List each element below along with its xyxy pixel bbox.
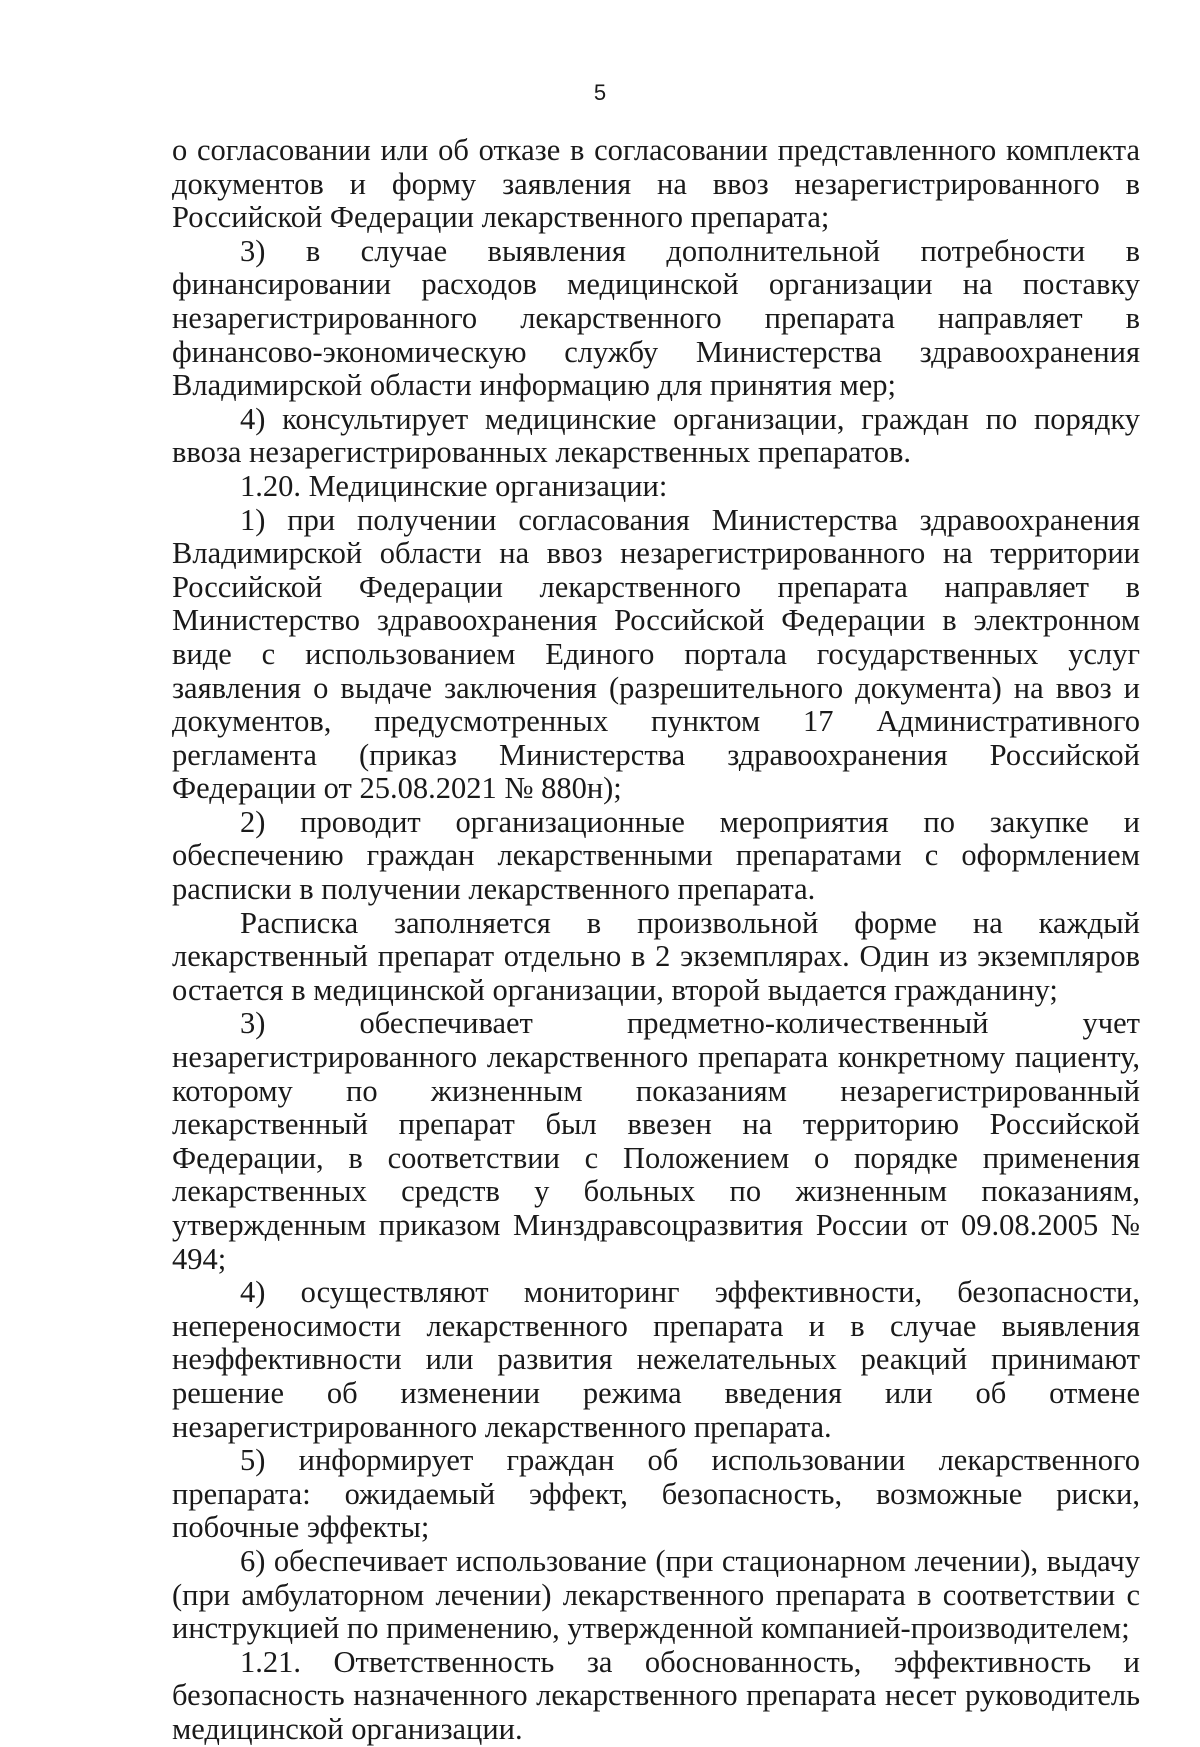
paragraph-item-3-financing: 3) в случае выявления дополнительной потребности в финансировании расходов медицинской организации на поставку незарегистрированного лекарственного препарата направляет в финансово-экономическую службу Министерства здравоохранения Владимирской области информацию для принятия мер; — [172, 233, 1140, 403]
paragraph-item-4-monitoring: 4) осуществляют мониторинг эффективности, безопасности, непереносимости лекарственного препарата и в случае выявления неэффективности или развития нежелательных реакций принимают решение об изменении режима введения или об отмене незарегистрированного лекарственного препарата. — [172, 1275, 1140, 1444]
paragraph-continued-approval: о согласовании или об отказе в согласовании представленного комплекта документов и форму заявления на ввоз незарегистрированного в Российской Федерации лекарственного препарата; — [172, 133, 1140, 235]
paragraph-item-3-accounting: 3) обеспечивает предметно-количественный учет незарегистрированного лекарственного препарата конкретному пациенту, которому по жизненным показаниям незарегистрированный лекарственный препарат был ввезен на территорию Российской Федерации, в соответствии с Положением о порядке применения лекарственных средств у больных по жизненным показаниям, утвержденным приказом Минздравсоцразвития России от 09.08.2005 № 494; — [172, 1006, 1140, 1276]
page-number: 5 — [593, 80, 607, 105]
paragraph-item-2-procurement: 2) проводит организационные мероприятия по закупке и обеспечению граждан лекарственными препаратами с оформлением расписки в получении лекарственного препарата. — [172, 804, 1140, 907]
paragraph-receipt: Расписка заполняется в произвольной форме на каждый лекарственный препарат отдельно в 2 экземплярах. Один из экземпляров остается в медицинской организации, второй выдается гражданину; — [172, 905, 1140, 1007]
paragraph-item-4-consulting: 4) консультирует медицинские организации, граждан по порядку ввоза незарегистрированных лекарственных препаратов. — [172, 401, 1140, 470]
paragraph-item-6-usage: 6) обеспечивает использование (при стационарном лечении), выдачу (при амбулаторном лечении) лекарственного препарата в соответствии с инструкцией по применению, утвержденной компанией-производителем; — [172, 1543, 1140, 1646]
paragraph-section-1-20: 1.20. Медицинские организации: — [240, 468, 668, 503]
paragraph-item-5-informing: 5) информирует граждан об использовании лекарственного препарата: ожидаемый эффект, безопасность, возможные риски, побочные эффекты; — [172, 1443, 1140, 1545]
paragraph-item-1-application: 1) при получении согласования Министерства здравоохранения Владимирской области на ввоз незарегистрированного на территории Российской Федерации лекарственного препарата направляет в Министерство здравоохранения Российской Федерации в электронном виде с использованием Единого портала государственных услуг заявления о выдаче заключения (разрешительного документа) на ввоз и документов, предусмотренных пунктом 17 Административного регламента (приказ Министерства здравоохранения Российской Федерации от 25.08.2021 № 880н); — [172, 502, 1140, 806]
paragraph-section-1-21: 1.21. Ответственность за обоснованность, эффективность и безопасность назначенного лекарственного препарата несет руководитель медицинской организации. — [172, 1644, 1140, 1746]
document-body — [172, 134, 1140, 1747]
